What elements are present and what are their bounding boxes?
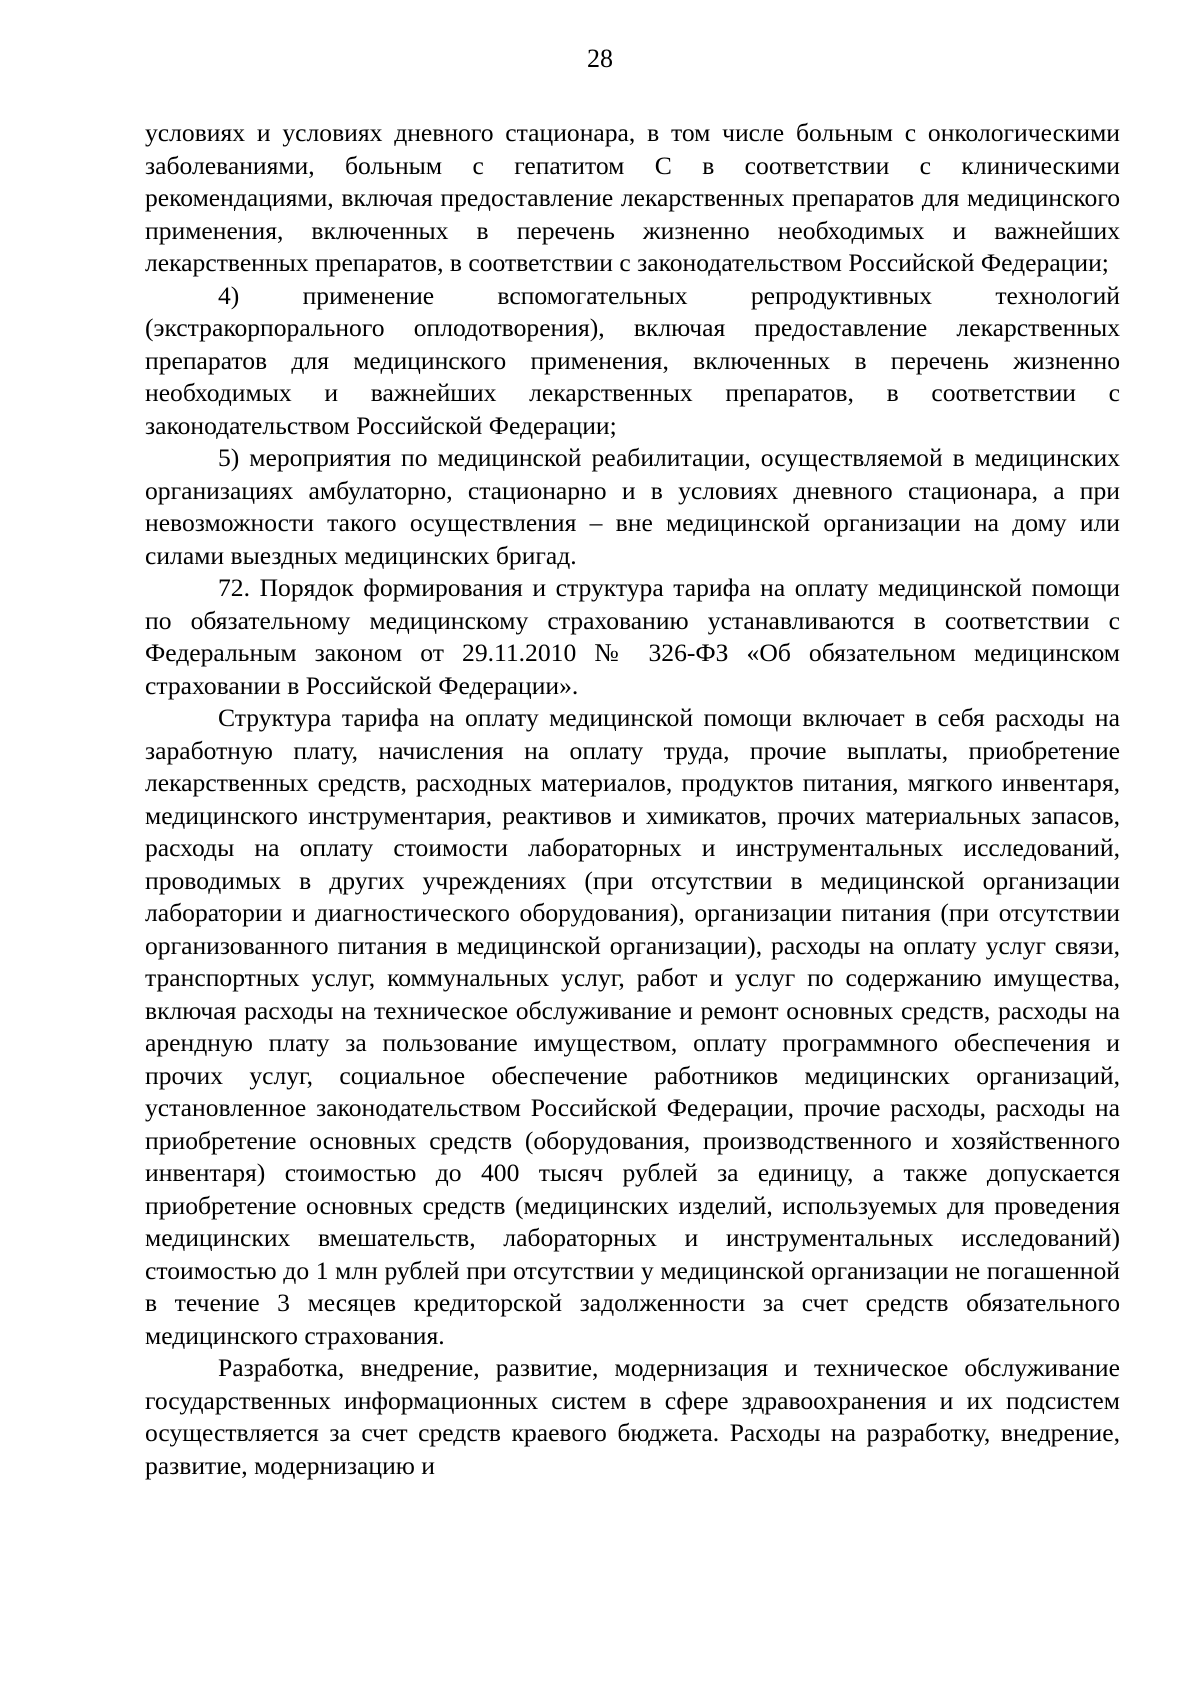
page-number: 28	[587, 44, 613, 73]
paragraph-tariff-structure: Структура тарифа на оплату медицинской помощи включает в себя расходы на заработную плату, начисления на оплату труда, прочие выплаты, приобретение лекарственных средств, расходных материалов, продуктов питания, мягкого инвентаря, медицинского инструментария, реактивов и химикатов, прочих материальных запасов, расходы на оплату стоимости лабораторных и инструментальных исследований, проводимых в других учреждениях (при отсутствии в медицинской организации лаборатории и диагностического оборудования), организации питания (при отсутствии организованного питания в медицинской организации), расходы на оплату услуг связи, транспортных услуг, коммунальных услуг, работ и услуг по содержанию имущества, включая расходы на техническое обслуживание и ремонт основных средств, расходы на арендную плату за пользование имуществом, оплату программного обеспечения и прочих услуг, социальное обеспечение работников медицинских организаций, установленное законодательством Российской Федерации, прочие расходы, расходы на приобретение основных средств (оборудования, производственного и хозяйственного инвентаря) стоимостью до 400 тысяч рублей за единицу, а также допускается приобретение основных средств (медицинских изделий, используемых для проведения медицинских вмешательств, лабораторных и инструментальных исследований) стоимостью до 1 млн рублей при отсутствии у медицинской организации не погашенной в течение 3 месяцев кредиторской задолженности за счет средств обязательного медицинского страхования.	[145, 703, 1120, 1350]
paragraph-information-systems: Разработка, внедрение, развитие, модернизация и техническое обслуживание государственных информационных систем в сфере здравоохранения и их подсистем осуществляется за счет средств краевого бюджета. Расходы на разработку, внедрение, развитие, модернизацию и	[145, 1353, 1120, 1480]
paragraph-clause-72: 72. Порядок формирования и структура тарифа на оплату медицинской помощи по обязательному медицинскому страхованию устанавливаются в соответствии с Федеральным законом от 29.11.2010 № 326-ФЗ «Об обязательном медицинском страховании в Российской Федерации».	[145, 573, 1120, 700]
paragraph-item-5: 5) мероприятия по медицинской реабилитации, осуществляемой в медицинских организациях амбулаторно, стационарно и в условиях дневного стационара, а при невозможности такого осуществления – вне медицинской организации на дому или силами выездных медицинских бригад.	[145, 443, 1120, 570]
paragraph-item-4: 4) применение вспомогательных репродуктивных технологий (экстракорпорального оплодотворения), включая предоставление лекарственных препаратов для медицинского применения, включенных в перечень жизненно необходимых и важнейших лекарственных препаратов, в соответствии с законодательством Российской Федерации;	[145, 280, 1120, 440]
paragraph-continuation: условиях и условиях дневного стационара, в том числе больным с онкологическими заболеваниями, больным с гепатитом С в соответствии с клиническими рекомендациями, включая предоставление лекарственных препаратов для медицинского применения, включенных в перечень жизненно необходимых и важнейших лекарственных препаратов, в соответствии с законодательством Российской Федерации;	[145, 118, 1120, 277]
document-body	[145, 117, 1120, 1482]
